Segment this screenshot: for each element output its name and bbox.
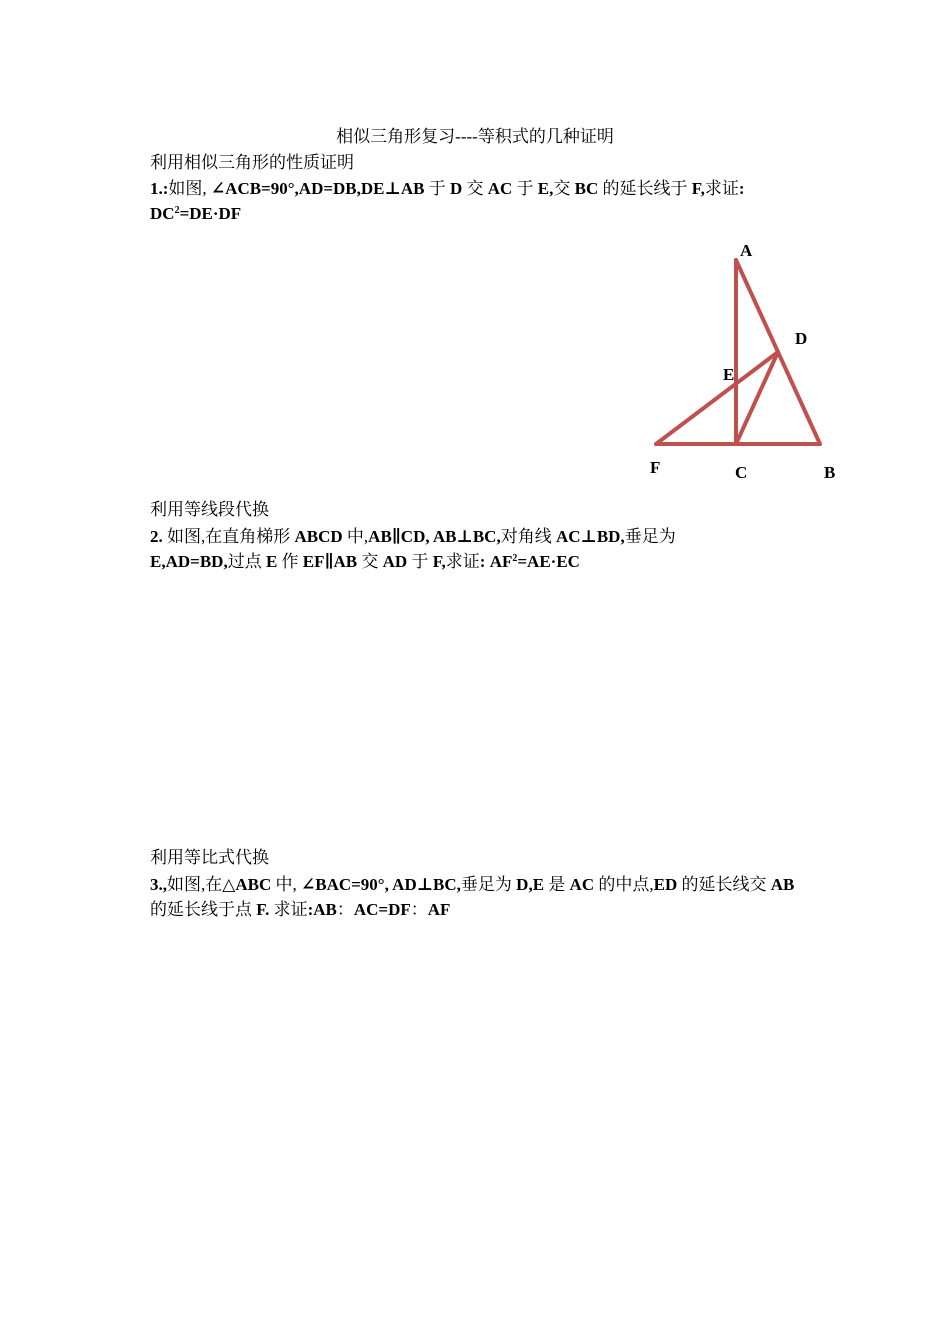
section-heading-equal-ratios: 利用等比式代换	[150, 848, 269, 867]
problem-1	[150, 176, 800, 226]
problem-text: ABC	[235, 875, 272, 894]
problem-text: 的延长线于点	[150, 900, 257, 919]
problem-text: 是	[544, 875, 570, 894]
problem-text: 对角线	[500, 527, 556, 546]
problem-text: 求证	[704, 179, 739, 198]
problem-text: 过点	[227, 552, 266, 571]
segment-FD	[656, 352, 778, 444]
triangle-diagram	[640, 238, 850, 488]
problem-text: 如图,	[168, 179, 207, 198]
problem-number: 3.,	[150, 875, 167, 894]
problem-text: 的中点,	[594, 875, 654, 894]
problem-number: 1.:	[150, 179, 169, 198]
section-heading-equal-segments: 利用等线段代换	[150, 500, 269, 519]
label-B: B	[824, 463, 836, 482]
problem-text: ED	[653, 875, 678, 894]
label-F: F	[650, 458, 661, 477]
problem-text: ABCD	[294, 527, 343, 546]
problem-text: 垂足为	[624, 527, 676, 546]
problem-text: 的延长线于	[598, 179, 692, 198]
problem-text: ∠ACB=90°,AD=DB,DE⊥AB	[206, 179, 425, 198]
problem-text: ∠BAC=90°, AD⊥BC,	[296, 875, 461, 894]
problem-text: 交	[462, 179, 488, 198]
problem-text: 如图,在直角梯形	[162, 527, 295, 546]
problem-text: : DC	[150, 179, 745, 223]
problem-text: AB∥CD, AB⊥BC,	[368, 527, 501, 546]
problem-text: 求证	[269, 900, 308, 919]
problem-text: 的延长线交	[677, 875, 771, 894]
problem-text: 如图,在△	[167, 875, 236, 894]
problem-text: AD	[382, 552, 408, 571]
problem-text: E	[265, 552, 278, 571]
problem-text: AC⊥BD,	[555, 527, 625, 546]
problem-text: =DE·DF	[179, 204, 242, 223]
problem-text: F,	[432, 552, 446, 571]
problem-text: F.	[256, 900, 270, 919]
problem-text: EF∥AB	[302, 552, 358, 571]
problem-text: 于	[424, 179, 450, 198]
geometry-figure-1	[640, 238, 850, 488]
superscript: 2	[174, 205, 180, 216]
problem-text: D	[449, 179, 463, 198]
page-title: 相似三角形复习----等积式的几种证明	[336, 127, 614, 146]
problem-text: ：	[410, 900, 428, 919]
problem-text: ：	[336, 900, 354, 919]
problem-text: E,	[537, 179, 554, 198]
problem-text: AF	[427, 900, 451, 919]
problem-text: AC	[569, 875, 595, 894]
problem-text: BC	[574, 179, 599, 198]
problem-2	[150, 524, 800, 574]
problem-text: 交	[553, 179, 575, 198]
problem-text: 交	[357, 552, 383, 571]
problem-text: E,AD=BD,	[150, 552, 228, 571]
problem-text: : AF	[479, 552, 513, 571]
problem-text: 求证	[445, 552, 480, 571]
problem-text: AB	[770, 875, 795, 894]
problem-text: 中,	[271, 875, 297, 894]
problem-number: 2.	[150, 527, 163, 546]
problem-text: 垂足为	[460, 875, 517, 894]
superscript: 2	[512, 553, 518, 564]
problem-text: F,	[691, 179, 705, 198]
label-D: D	[795, 329, 808, 348]
label-A: A	[740, 241, 753, 260]
problem-text: 中,	[342, 527, 369, 546]
problem-text: D,E	[516, 875, 545, 894]
problem-3	[150, 872, 800, 922]
problem-text: AC=DF	[353, 900, 411, 919]
figure-lines	[656, 260, 820, 444]
problem-text: 于	[512, 179, 538, 198]
problem-text: 作	[277, 552, 303, 571]
problem-text: 于	[407, 552, 433, 571]
label-E: E	[723, 365, 735, 384]
problem-text: AC	[487, 179, 513, 198]
section-heading-similar-triangles: 利用相似三角形的性质证明	[150, 153, 354, 172]
problem-text: :AB	[307, 900, 337, 919]
problem-text: =AE·EC	[517, 552, 580, 571]
label-C: C	[735, 463, 748, 482]
